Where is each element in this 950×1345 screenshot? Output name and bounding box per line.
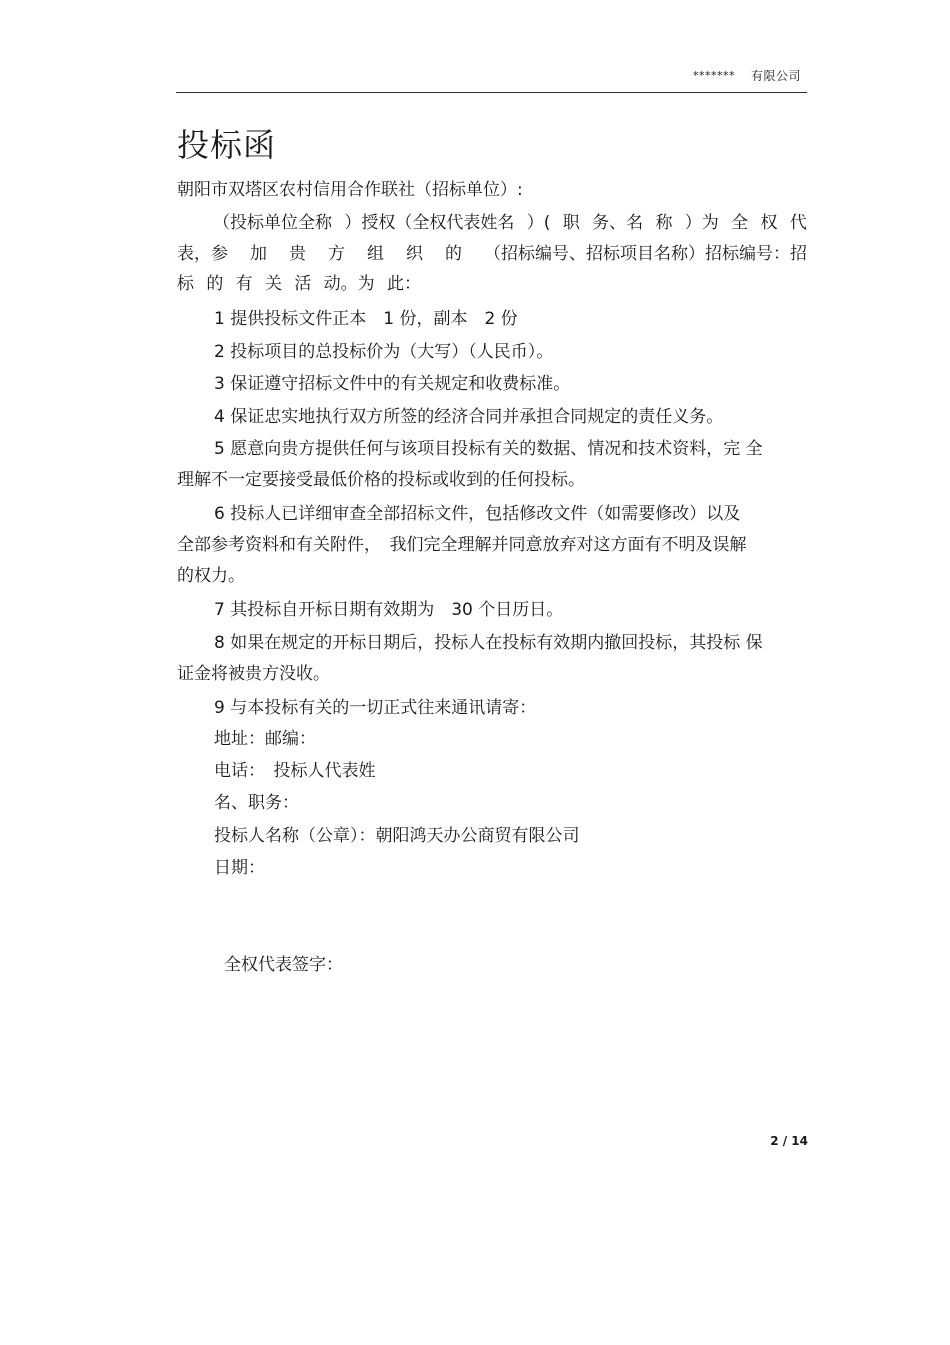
item-4: 4 保证忠实地执行双方所签的经济合同并承担合同规定的责任义务。 — [214, 407, 724, 427]
item-6-line-2: 全部参考资料和有关附件， 我们完全理解并同意放弃对这方面有不明及误解 — [177, 535, 747, 555]
intro-1-seg-5: 称 — [655, 213, 673, 233]
intro-1-seg-4: 务、名 — [592, 213, 644, 233]
contact-address: 地址：邮编： — [214, 729, 316, 749]
intro-1-seg-6: ）为 — [684, 213, 719, 233]
intro-3-seg-5: 动。为 — [323, 274, 375, 294]
intro-1-seg-3: 职 — [562, 213, 580, 233]
intro-line-1 — [213, 212, 807, 234]
intro-3-seg-1: 的 — [206, 274, 224, 294]
intro-3-seg-2: 有 — [235, 274, 253, 294]
page-title: 投标函 — [177, 126, 277, 164]
item-8-line-1: 8 如果在规定的开标日期后，投标人在投标有效期内撤回投标，其投标 保 — [214, 633, 763, 653]
item-6-line-3: 的权力。 — [177, 566, 245, 586]
intro-3-seg-6: 此： — [386, 274, 421, 294]
contact-date: 日期： — [214, 858, 265, 878]
intro-2-seg-1: 加 — [250, 244, 267, 264]
contact-phone: 电话： 投标人代表姓 — [214, 761, 376, 781]
page-header — [176, 62, 807, 93]
intro-2-seg-3: 方 — [328, 244, 345, 264]
item-1: 1 提供投标文件正本 1 份，副本 2 份 — [214, 309, 518, 329]
item-7: 7 其投标自开标日期有效期为 30 个日历日。 — [214, 600, 564, 620]
header-company-name: 有限公司 — [750, 69, 801, 83]
intro-line-2 — [177, 243, 807, 265]
header-stars: ******* — [692, 69, 735, 82]
intro-1-seg-8: 权 — [760, 213, 778, 233]
intro-2-seg-6: 的 — [445, 244, 462, 264]
signature-label: 全权代表签字： — [224, 955, 343, 975]
page-number: 2 / 14 — [770, 1134, 808, 1148]
contact-bidder-name: 投标人名称（公章）：朝阳鸿天办公商贸有限公司 — [214, 826, 580, 846]
item-9: 9 与本投标有关的一切正式往来通讯请寄： — [214, 698, 537, 718]
intro-line-3 — [177, 273, 421, 295]
intro-1-seg-7: 全 — [731, 213, 749, 233]
header-company — [693, 67, 801, 84]
intro-2-seg-2: 贵 — [289, 244, 306, 264]
contact-name-position: 名、职务： — [214, 793, 299, 813]
item-6-line-1: 6 投标人已详细审查全部招标文件，包括修改文件（如需要修改）以及 — [214, 504, 741, 524]
intro-3-seg-4: 活 — [294, 274, 312, 294]
intro-1-seg-9: 代 — [789, 213, 807, 233]
item-8-line-2: 证金将被贵方没收。 — [177, 664, 330, 684]
intro-3-seg-3: 关 — [264, 274, 282, 294]
item-5-line-1: 5 愿意向贵方提供任何与该项目投标有关的数据、情况和技术资料，完 全 — [214, 439, 763, 459]
intro-2-seg-5: 织 — [406, 244, 423, 264]
intro-1-seg-2: ）( — [526, 213, 551, 233]
intro-1-seg-0: （投标单位全称 — [213, 213, 332, 233]
item-5-line-2: 理解不一定要接受最低价格的投标或收到的任何投标。 — [177, 470, 585, 490]
item-2: 2 投标项目的总投标价为（大写）（人民币）。 — [214, 342, 554, 362]
intro-3-seg-0: 标 — [177, 274, 194, 294]
addressee: 朝阳市双塔区农村信用合作联社（招标单位）: — [177, 180, 523, 200]
intro-2-seg-0: 表，参 — [177, 244, 228, 264]
intro-1-seg-1: ）授权（全权代表姓名 — [344, 213, 515, 233]
intro-2-seg-7: （招标编号、招标项目名称）招标编号：招 — [484, 244, 807, 264]
intro-2-seg-4: 组 — [367, 244, 384, 264]
item-3: 3 保证遵守招标文件中的有关规定和收费标准。 — [214, 374, 571, 394]
